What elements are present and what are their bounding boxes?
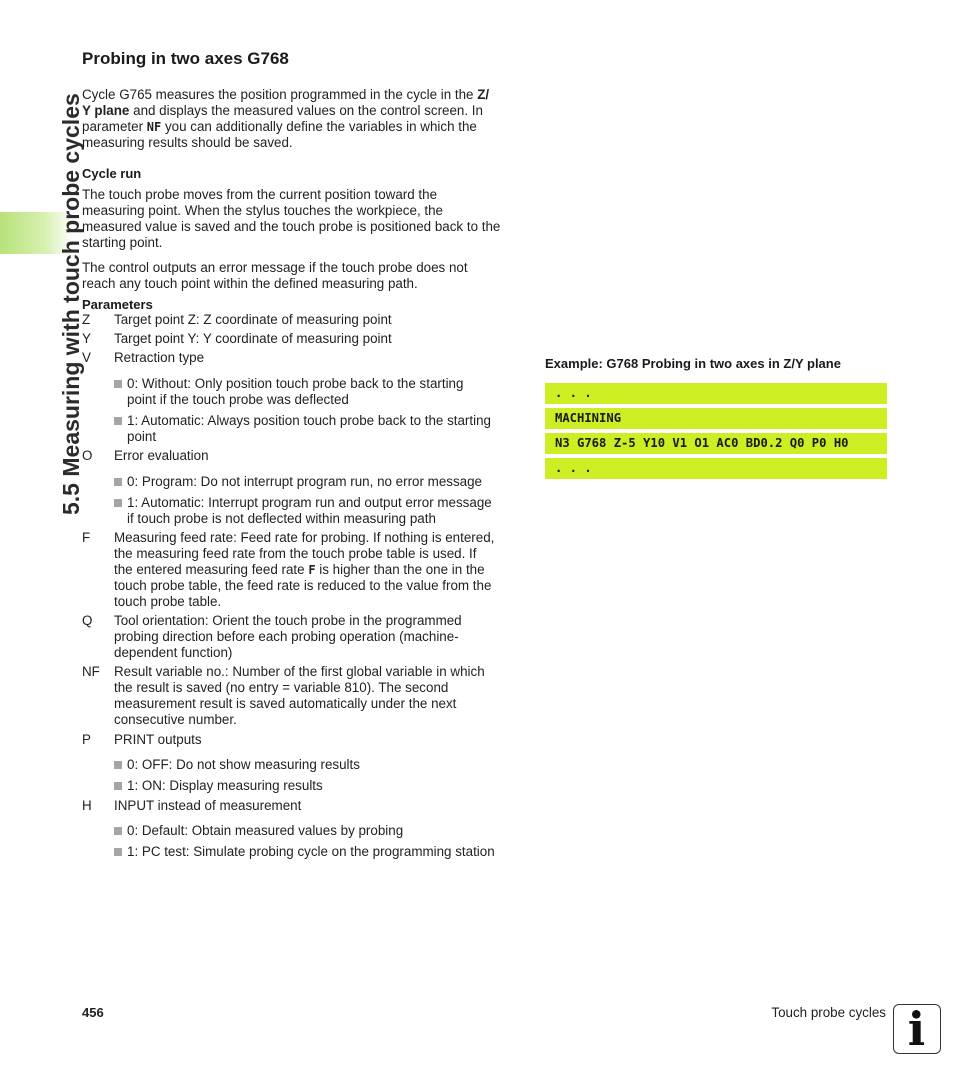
param-desc: Target point Z: Z coordinate of measuring point (114, 312, 392, 327)
footer-section-title: Touch probe cycles (771, 1005, 886, 1020)
bullet-square-icon (114, 478, 122, 486)
param-desc: Error evaluation (114, 448, 209, 463)
cycle-run-paragraph-2: The control outputs an error message if the touch probe does not reach any touch point within the defined measuring path. (82, 260, 468, 291)
param-key: Z (82, 312, 91, 327)
param-key: P (82, 732, 91, 747)
param-key: Y (82, 331, 91, 346)
param-key: Q (82, 613, 93, 628)
param-desc: INPUT instead of measurement (114, 798, 302, 813)
bullet-square-icon (114, 417, 122, 425)
chapter-title-vertical: 5.5 Measuring with touch probe cycles (58, 93, 84, 515)
bullet-square-icon (114, 827, 122, 835)
param-key: NF (82, 664, 100, 679)
code-line: . . . (545, 383, 887, 404)
param-key: H (82, 798, 92, 813)
cycle-run-paragraph-1: The touch probe moves from the current position toward the measuring point. When the stylus touches the workpiece, the measured value is saved and the touch probe is positioned back to the starting point. (82, 187, 501, 250)
parameters-heading: Parameters (82, 297, 153, 312)
param-key: V (82, 350, 91, 365)
param-desc: PRINT outputs (114, 732, 202, 747)
bullet-square-icon (114, 782, 122, 790)
bullet-square-icon (114, 761, 122, 769)
param-desc: Retraction type (114, 350, 205, 365)
code-line: N3 G768 Z-5 Y10 V1 O1 AC0 BD0.2 Q0 P0 H0 (545, 433, 887, 454)
param-key: F (82, 530, 91, 545)
info-icon (893, 1004, 941, 1054)
section-heading: Probing in two axes G768 (82, 49, 289, 68)
code-line: MACHINING (545, 408, 887, 429)
param-desc: Measuring feed rate: Feed rate for probing. If nothing is entered, the measuring feed rate from the touch probe table is used. If the entered measuring feed rate F is higher than the one in the touch probe table, the feed rate is reduced to the value from the touch probe table. (114, 530, 495, 609)
bullet-square-icon (114, 380, 122, 388)
info-glyph: i (907, 1002, 926, 1056)
param-key: O (82, 448, 93, 463)
example-title: Example: G768 Probing in two axes in Z/Y plane (545, 356, 841, 371)
bullet-square-icon (114, 499, 122, 507)
cycle-run-heading: Cycle run (82, 166, 142, 181)
code-line: . . . (545, 458, 887, 479)
param-desc: Tool orientation: Orient the touch probe in the programmed probing direction before each probing operation (machine- dependent function) (114, 613, 462, 660)
param-desc: Result variable no.: Number of the first global variable in which the result is saved (no entry = variable 810). The second measurement result is saved automatically under the next consecutive number. (114, 664, 485, 727)
intro-paragraph: Cycle G765 measures the position programmed in the cycle in the Z/ Y plane and displays the measured values on the control screen. In parameter NF you can additionally define the variables in which the measuring results should be saved. (82, 87, 490, 150)
bullet-square-icon (114, 848, 122, 856)
page-number: 456 (82, 1005, 104, 1020)
param-desc: Target point Y: Y coordinate of measuring point (114, 331, 392, 346)
